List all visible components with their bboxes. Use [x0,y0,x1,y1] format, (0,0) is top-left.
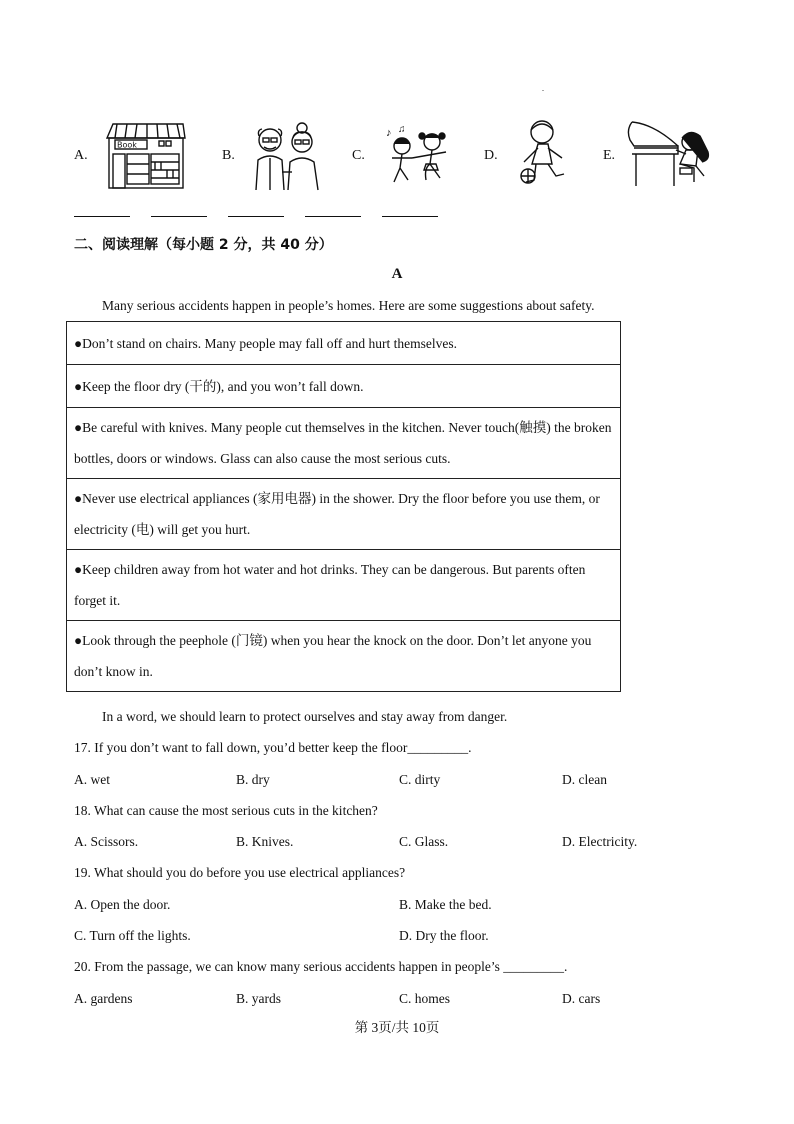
option-17-d[interactable]: D. clean [562,772,607,787]
stray-mark: . [542,84,544,93]
picture-label-a: A. [74,148,88,163]
passage-conclusion: In a word, we should learn to protect ourselves and stay away from danger. [102,709,508,724]
picture-label-b: B. [222,148,235,163]
answer-blank-4[interactable] [305,216,361,217]
option-20-b[interactable]: B. yards [236,991,281,1006]
answer-blank-2[interactable] [151,216,207,217]
section-title: 二、阅读理解（每小题 2 分，共 40 分） [74,237,333,253]
grandparents-icon [250,120,324,192]
question-19: 19. What should you do before you use electrical appliances? [74,865,406,880]
picture-label-d: D. [484,148,498,163]
page-number-footer: 第 3页/共 10页 [354,1020,440,1035]
picture-label-e: E. [603,148,616,163]
option-19-b[interactable]: B. Make the bed. [399,897,492,912]
answer-blank-5[interactable] [382,216,438,217]
answer-blank-3[interactable] [228,216,284,217]
option-17-a[interactable]: A. wet [74,772,110,787]
bookstore-sign: Book [117,140,137,150]
passage-intro: Many serious accidents happen in people’s homes. Here are some suggestions about safety. [102,298,595,313]
option-19-c[interactable]: C. Turn off the lights. [74,928,191,943]
option-18-d[interactable]: D. Electricity. [562,834,638,849]
option-20-a[interactable]: A. gardens [74,991,133,1006]
option-19-a[interactable]: A. Open the door. [74,897,171,912]
children-singing-dancing-icon [384,124,456,186]
safety-tip: ●Keep the floor dry (干的), and you won’t fall down. [67,365,621,408]
question-18: 18. What can cause the most serious cuts in the kitchen? [74,803,378,818]
question-20: 20. From the passage, we can know many serious accidents happen in people’s _________. [74,959,568,974]
safety-tip: ●Look through the peephole (门镜) when you hear the knock on the door. Don’t let anyone you don’t know in. [67,621,621,692]
svg-text:♫: ♫ [398,124,406,135]
option-20-d[interactable]: D. cars [562,991,601,1006]
svg-text:♪: ♪ [386,127,392,139]
option-17-b[interactable]: B. dry [236,772,270,787]
boy-playing-basketball-icon [512,118,574,190]
option-18-b[interactable]: B. Knives. [236,834,294,849]
safety-tips-table [66,321,621,692]
question-17: 17. If you don’t want to fall down, you’d better keep the floor_________. [74,740,472,755]
answer-blank-1[interactable] [74,216,130,217]
option-20-c[interactable]: C. homes [399,991,451,1006]
safety-tip: ●Never use electrical appliances (家用电器) in the shower. Dry the floor before you use them, or electricity (电) will get you hurt. [67,479,621,550]
passage-title: A [391,266,403,282]
safety-tip: ●Don’t stand on chairs. Many people may fall off and hurt themselves. [67,322,621,365]
option-17-c[interactable]: C. dirty [399,772,441,787]
girl-playing-piano-icon [624,120,716,188]
option-18-a[interactable]: A. Scissors. [74,834,139,849]
bookstore-icon [103,122,187,190]
safety-tip: ●Keep children away from hot water and hot drinks. They can be dangerous. But parents often forget it. [67,550,621,621]
option-18-c[interactable]: C. Glass. [399,834,449,849]
safety-tip: ●Be careful with knives. Many people cut themselves in the kitchen. Never touch(触摸) the broken bottles, doors or windows. Glass can also cause the most serious cuts. [67,408,621,479]
option-19-d[interactable]: D. Dry the floor. [399,928,489,943]
picture-label-c: C. [352,148,365,163]
